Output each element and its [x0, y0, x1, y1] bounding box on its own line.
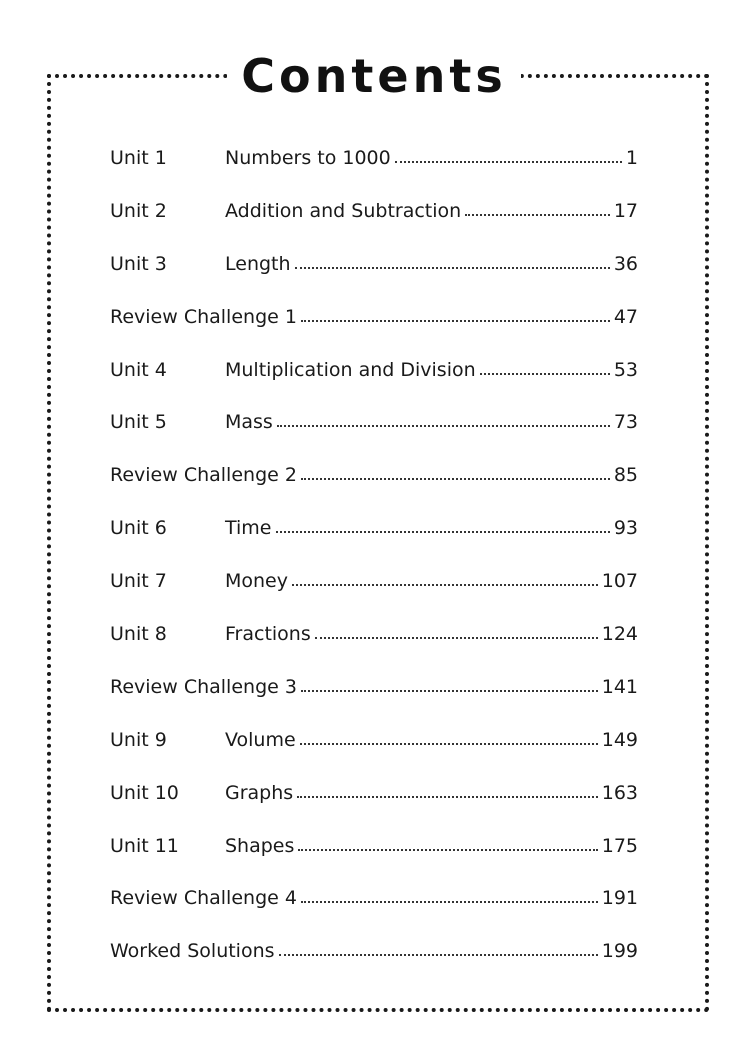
toc-dot-leader — [301, 477, 610, 480]
toc-unit-label: Unit 1 — [110, 147, 167, 169]
toc-entry — [110, 404, 638, 457]
toc-entry-title: Shapes — [225, 834, 295, 857]
toc-entry — [110, 246, 638, 299]
toc-entry-title: Review Challenge 1 — [110, 305, 297, 328]
toc-unit-label: Unit 10 — [110, 781, 179, 804]
toc-dot-leader — [300, 742, 598, 745]
toc-page-number: 93 — [613, 517, 638, 540]
toc-page-number: 107 — [601, 570, 638, 593]
toc-entry — [110, 140, 638, 193]
toc-entry-title: Fractions — [225, 623, 311, 646]
toc-entry-title: Multiplication and Division — [225, 358, 476, 381]
toc-entry — [110, 722, 638, 775]
toc-page-number: 141 — [601, 675, 638, 698]
toc-dot-leader — [480, 372, 610, 375]
toc-dot-leader — [315, 636, 598, 639]
toc-entry-title: Worked Solutions — [110, 940, 275, 963]
title-wrap — [0, 48, 748, 104]
toc-unit-label: Unit 2 — [110, 199, 167, 222]
toc-entry — [110, 457, 638, 510]
page-title: Contents — [227, 48, 520, 104]
toc-page-number: 163 — [601, 781, 638, 804]
toc-entry-title: Graphs — [225, 781, 294, 804]
toc-entry — [110, 933, 638, 986]
toc-dot-leader — [277, 424, 610, 427]
toc-page-number: 53 — [613, 358, 638, 381]
toc-page-number: 149 — [601, 728, 638, 751]
toc-page-number: 124 — [601, 623, 638, 646]
toc-page-number: 1 — [625, 147, 638, 169]
toc-entry-title: Review Challenge 2 — [110, 464, 297, 487]
toc-entry — [110, 880, 638, 933]
toc-dot-leader — [276, 530, 610, 533]
toc-page-number: 199 — [601, 940, 638, 963]
toc-entry — [110, 510, 638, 563]
toc-entry-title: Addition and Subtraction — [225, 199, 462, 222]
toc-entry-title: Time — [225, 517, 272, 540]
toc-unit-label: Unit 9 — [110, 728, 167, 751]
toc-unit-label: Unit 11 — [110, 834, 179, 857]
toc-entry — [110, 563, 638, 616]
toc-unit-label: Unit 6 — [110, 517, 167, 540]
toc-entry — [110, 352, 638, 405]
toc-dot-leader — [395, 160, 622, 163]
toc-dot-leader — [295, 266, 610, 269]
toc-entry-title: Review Challenge 4 — [110, 887, 297, 910]
toc-dot-leader — [465, 213, 610, 216]
toc-dot-leader — [297, 795, 598, 798]
toc-unit-label: Unit 5 — [110, 411, 167, 434]
toc-dot-leader — [301, 319, 610, 322]
toc-page-number: 85 — [613, 464, 638, 487]
toc-entry — [110, 193, 638, 246]
toc-entry-title: Mass — [225, 411, 273, 434]
toc-page-number: 191 — [601, 887, 638, 910]
toc-dot-leader — [301, 689, 598, 692]
toc-unit-label: Unit 4 — [110, 358, 167, 381]
toc-entry-title: Money — [225, 570, 288, 593]
toc-page-number: 47 — [613, 305, 638, 328]
toc-entry-title: Review Challenge 3 — [110, 675, 297, 698]
toc-unit-label: Unit 7 — [110, 570, 167, 593]
toc-unit-label: Unit 8 — [110, 623, 167, 646]
toc-page-number: 175 — [601, 834, 638, 857]
toc-entry — [110, 669, 638, 722]
toc-page-number: 36 — [613, 252, 638, 275]
toc-dot-leader — [298, 848, 597, 851]
toc-page-number: 17 — [613, 199, 638, 222]
toc-entry-title: Volume — [225, 728, 296, 751]
table-of-contents — [110, 140, 638, 986]
toc-dot-leader — [292, 583, 598, 586]
toc-entry-title: Numbers to 1000 — [225, 147, 391, 169]
toc-entry — [110, 828, 638, 881]
toc-entry-title: Length — [225, 252, 291, 275]
toc-entry — [110, 775, 638, 828]
toc-entry — [110, 299, 638, 352]
toc-entry — [110, 616, 638, 669]
toc-dot-leader — [301, 900, 598, 903]
toc-dot-leader — [279, 953, 598, 956]
toc-unit-label: Unit 3 — [110, 252, 167, 275]
toc-page-number: 73 — [613, 411, 638, 434]
